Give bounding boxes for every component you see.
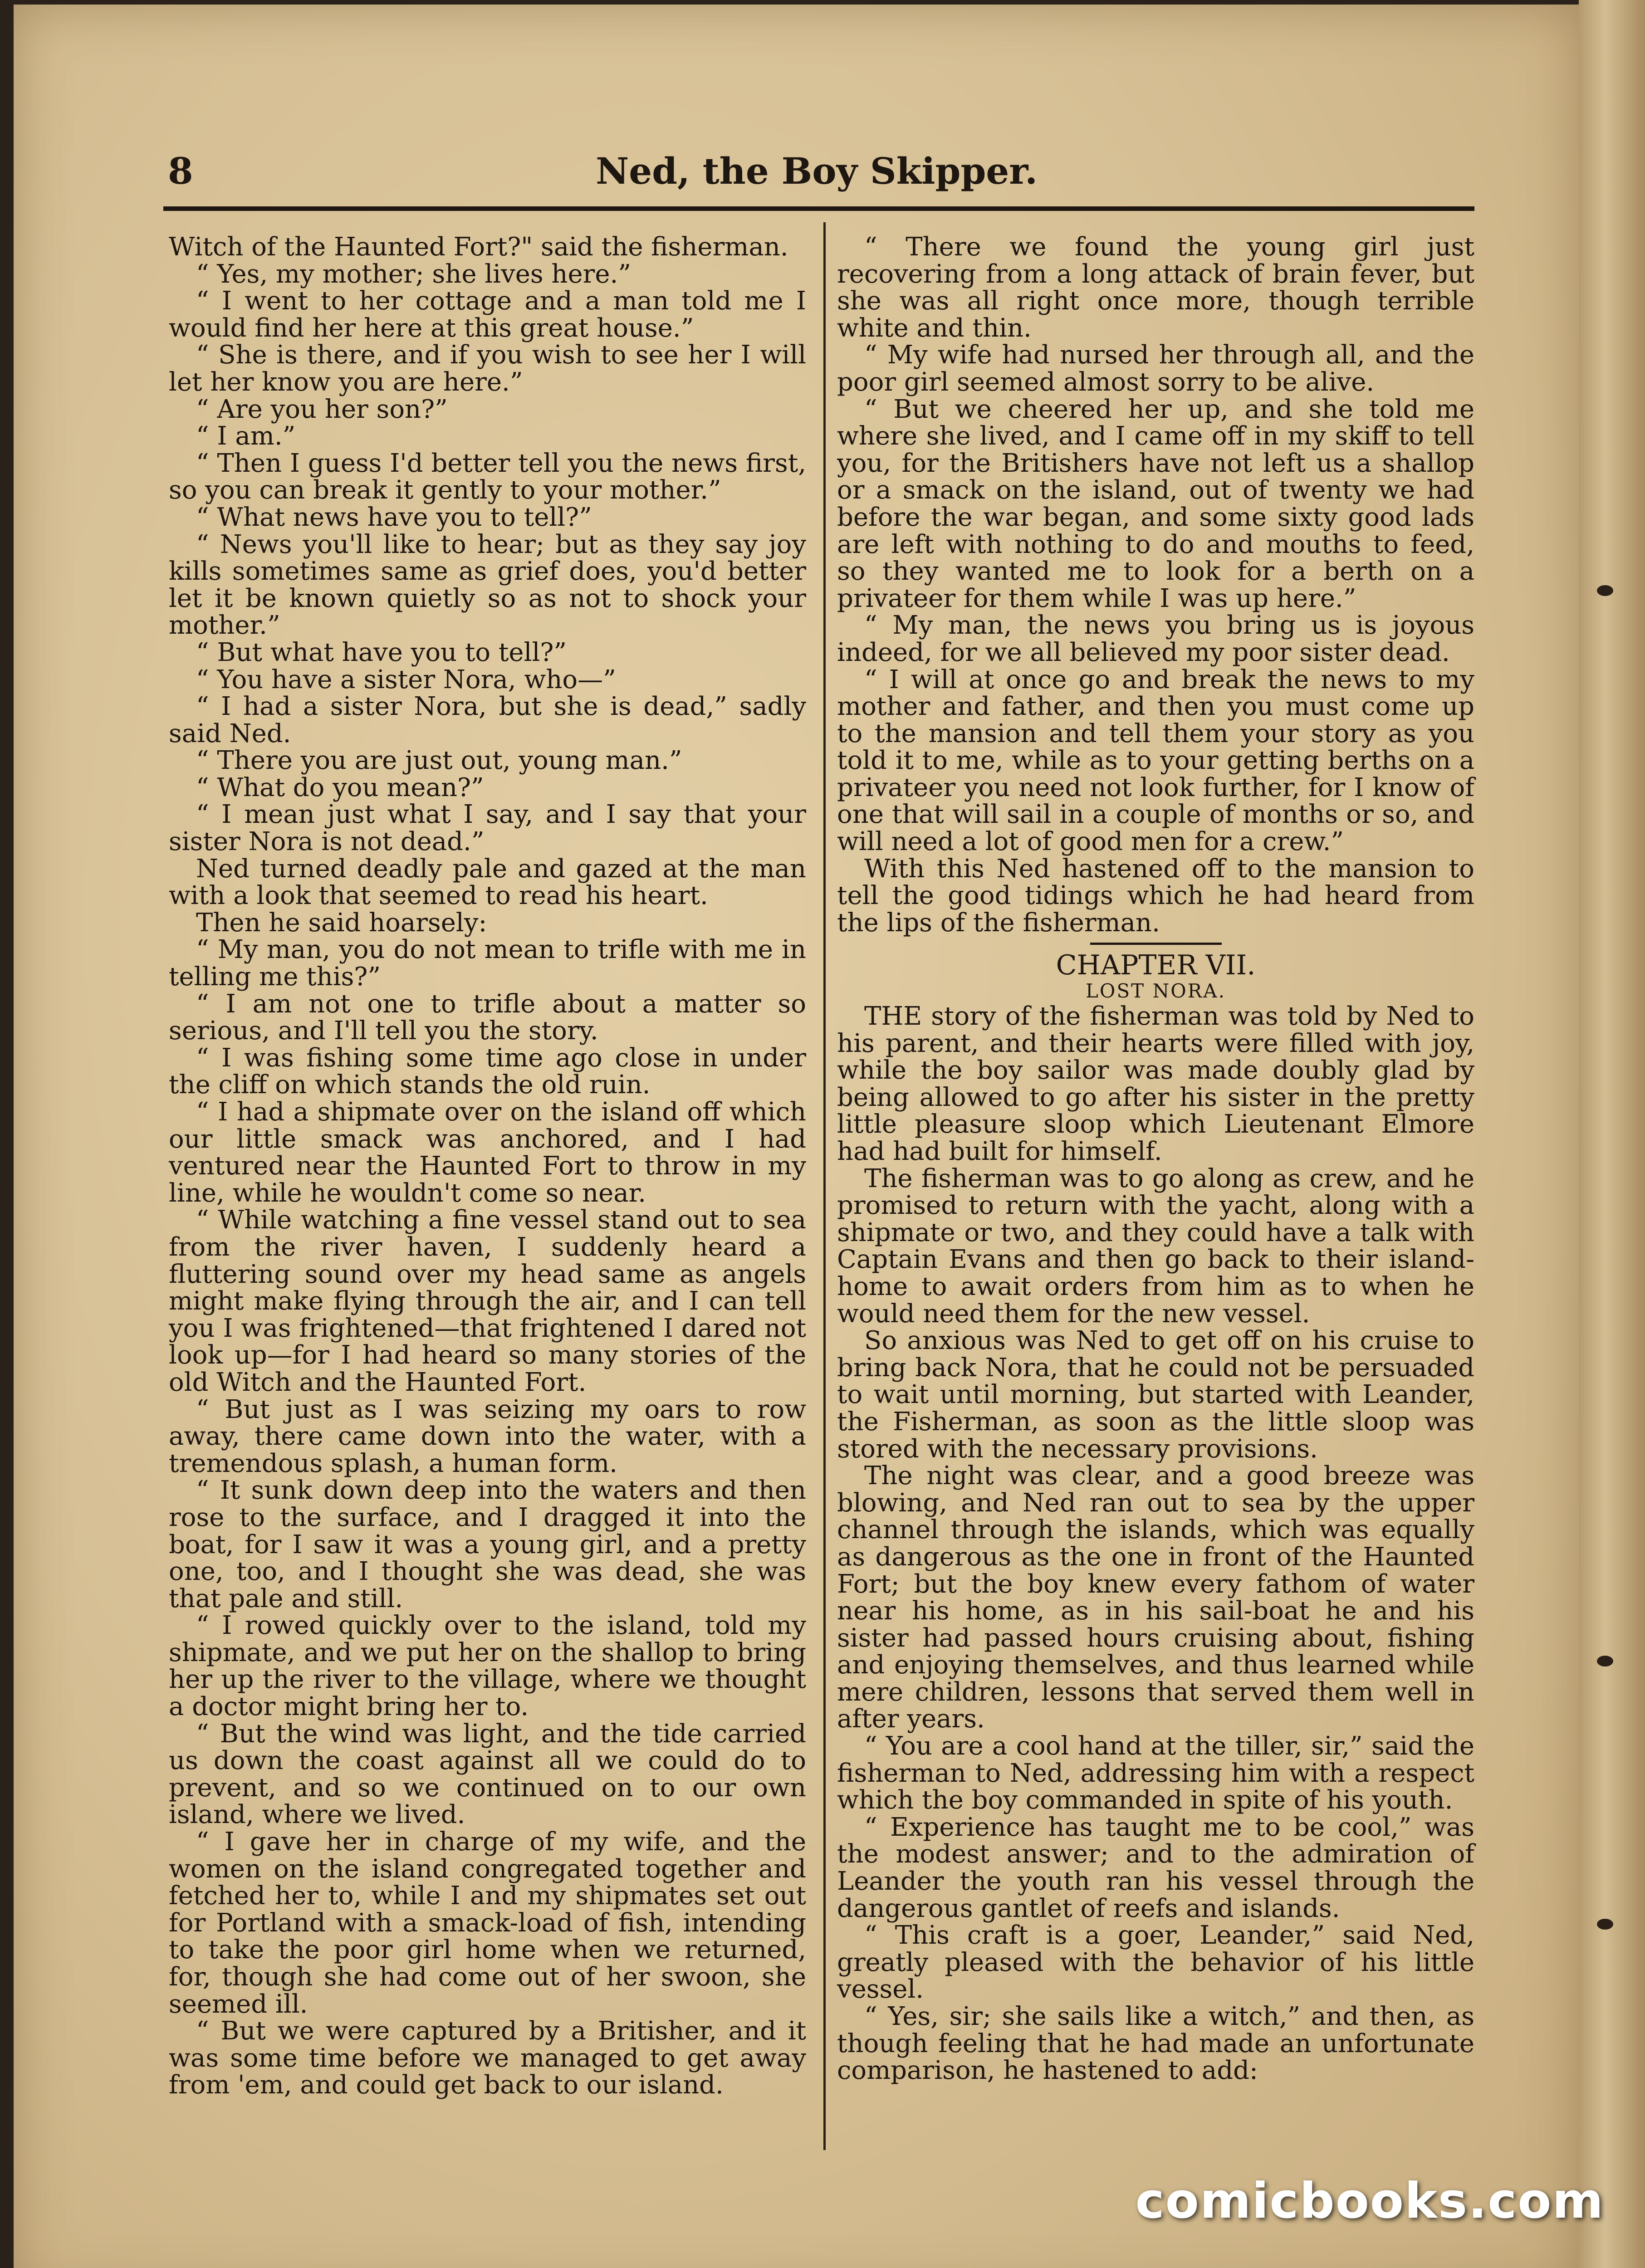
paragraph: “ I was fishing some time ago close in under the cliff on which stands the old ruin. [169, 1043, 806, 1100]
paragraph: “ I had a sister Nora, but she is dead,” sadly said Ned. [169, 692, 806, 748]
paragraph: “ My man, the news you bring us is joyous indeed, for we all believed my poor sister dead. [837, 611, 1474, 667]
chapter-separator [1090, 943, 1222, 945]
page-number: 8 [168, 150, 193, 192]
paragraph: With this Ned hastened off to the mansion to tell the good tidings which he had heard from the lips of the fisherman. [837, 854, 1474, 938]
paragraph: “ I am not one to trifle about a matter so serious, and I'll tell you the story. [169, 989, 806, 1046]
paragraph: “ You have a sister Nora, who—” [196, 665, 616, 694]
left-column [169, 234, 806, 2099]
paragraph: “ While watching a fine vessel stand out to sea from the river haven, I suddenly heard a fluttering sound over my head same as angels might make flying through the air, and I can tell you I was frightened—that frightened I dared not look up—for I had heard so many stories of the old Witch and the Haunted Fort. [169, 1205, 806, 1397]
paragraph: “ But the wind was light, and the tide carried us down the coast against all we could do to prevent, and so we continued on to our own island, where we lived. [169, 1719, 806, 1830]
paragraph: “ I went to her cottage and a man told me I would find her here at this great house.” [169, 286, 806, 343]
paragraph: “ What do you mean?” [196, 772, 484, 802]
paragraph: “ But just as I was seizing my oars to row away, there came down into the water, with a tremendous splash, a human form. [169, 1394, 806, 1478]
binding-stitch [1597, 1656, 1613, 1667]
paragraph: The fisherman was to go along as crew, and he promised to return with the yacht, along with a shipmate or two, and they could have a talk with Captain Evans and then go back to their island-home to await orders from him as to when he would need them for the new vessel. [837, 1163, 1474, 1329]
right-column [837, 234, 1474, 2084]
paragraph: “ I will at once go and break the news to my mother and father, and then you must come up to the mansion and tell them your story as you told it to me, while as to your getting berths on a privateer you need not look further, for I know of one that will sail in a couple of months or so, and will need a lot of good men for a crew.” [837, 665, 1474, 857]
paragraph: The night was clear, and a good breeze was blowing, and Ned ran out to sea by the upper channel through the islands, which was equally as dangerous as the one in front of the Haunted Fort; but the boy knew every fathom of water near his home, as in his sail-boat he and his sister had passed hours cruising about, fishing and enjoying themselves, and thus learned while mere children, lessons that served them well in after years. [837, 1461, 1474, 1734]
paragraph: “ Then I guess I'd better tell you the news first, so you can break it gently to your mother.” [169, 448, 806, 505]
paragraph: “ I mean just what I say, and I say that your sister Nora is not dead.” [169, 800, 806, 857]
binding-spine [1579, 0, 1645, 2268]
paragraph: “ My man, you do not mean to trifle with me in telling me this?” [169, 935, 806, 992]
paragraph: “ Experience has taught me to be cool,” was the modest answer; and to the admiration of Leander the youth ran his vessel through the dangerous gantlet of reefs and islands. [837, 1812, 1474, 1923]
paragraph: “ You are a cool hand at the tiller, sir,” said the fisherman to Ned, addressing him with a respect which the boy commanded in spite of his youth. [837, 1731, 1474, 1815]
paragraph: “ She is there, and if you wish to see her I will let her know you are here.” [169, 340, 806, 397]
paragraph: “ But we cheered her up, and she told me where she lived, and I came off in my skiff to tell you, for the Britishers have not left us a shallop or a smack on the island, out of twenty we had before the war began, and some sixty good lads are left with nothing to do and mouths to feed, so they wanted me to look for a berth on a privateer for them while I was up here.” [837, 394, 1474, 613]
paragraph: “ There you are just out, young man.” [196, 746, 682, 776]
paragraph: “ My wife had nursed her through all, and the poor girl seemed almost sorry to be alive. [837, 340, 1474, 397]
binding-stitch [1597, 1919, 1613, 1930]
paragraph: “ It sunk down deep into the waters and then rose to the surface, and I dragged it into the boat, for I saw it was a young girl, and a pretty one, too, and I thought she was dead, she was that pale and still. [169, 1476, 806, 1613]
paragraph: “ What news have you to tell?” [196, 502, 592, 532]
column-divider [823, 222, 826, 2150]
paragraph: “ I am.” [196, 421, 296, 451]
site-watermark: comicbooks.com [1135, 2173, 1604, 2229]
chapter-title: CHAPTER VII. [1056, 949, 1256, 982]
paragraph: THE story of the fisherman was told by Ned to his parent, and their hearts were filled with joy, while the boy sailor was made doubly glad by being allowed to go after his sister in the pretty little pleasure sloop which Lieutenant Elmore had had built for himself. [837, 1002, 1474, 1166]
paragraph: “ There we found the young girl just recovering from a long attack of brain fever, but she was all right once more, though terrible white and thin. [837, 232, 1474, 343]
paragraph: So anxious was Ned to get off on his cruise to bring back Nora, that he could not be persuaded to wait until morning, but started with Leander, the Fisherman, as soon as the little sloop was stored with the necessary provisions. [837, 1326, 1474, 1464]
paragraph: “ But we were captured by a Britisher, and it was some time before we managed to get away from 'em, and could get back to our island. [169, 2016, 806, 2100]
paragraph: “ I rowed quickly over to the island, told my shipmate, and we put her on the shallop to bring her up the river to the village, where we thought a doctor might bring her to. [169, 1611, 806, 1722]
paragraph: Ned turned deadly pale and gazed at the man with a look that seemed to read his heart. [169, 854, 806, 911]
paragraph: “ This craft is a goer, Leander,” said Ned, greatly pleased with the behavior of his little vessel. [837, 1921, 1474, 2004]
paragraph: “ News you'll like to hear; but as they say joy kills sometimes same as grief does, you'd better let it be known quietly so as not to shock your mother.” [169, 529, 806, 640]
running-title: Ned, the Boy Skipper. [596, 150, 1038, 192]
header-rule [163, 206, 1474, 211]
paragraph: “ Are you her son?” [196, 394, 448, 424]
paragraph: “ Yes, sir; she sails like a witch,” and then, as though feeling that he had made an unfortunate comparison, he hastened to add: [837, 2002, 1474, 2086]
paragraph: “ Yes, my mother; she lives here.” [196, 259, 631, 289]
paragraph: Witch of the Haunted Fort?" said the fisherman. [169, 232, 788, 262]
binding-stitch [1597, 585, 1613, 596]
chapter-subtitle: LOST NORA. [1086, 980, 1226, 1002]
paragraph: “ I had a shipmate over on the island off which our little smack was anchored, and I had ventured near the Haunted Fort to throw in my line, while he wouldn't come so near. [169, 1097, 806, 1208]
paragraph: “ I gave her in charge of my wife, and the women on the island congregated together and fetched her to, while I and my shipmates set out for Portland with a smack-load of fish, intending to take the poor girl home when we returned, for, though she had come out of her swoon, she seemed ill. [169, 1827, 806, 2019]
paragraph: Then he said hoarsely: [196, 908, 487, 938]
paragraph: “ But what have you to tell?” [196, 637, 567, 667]
